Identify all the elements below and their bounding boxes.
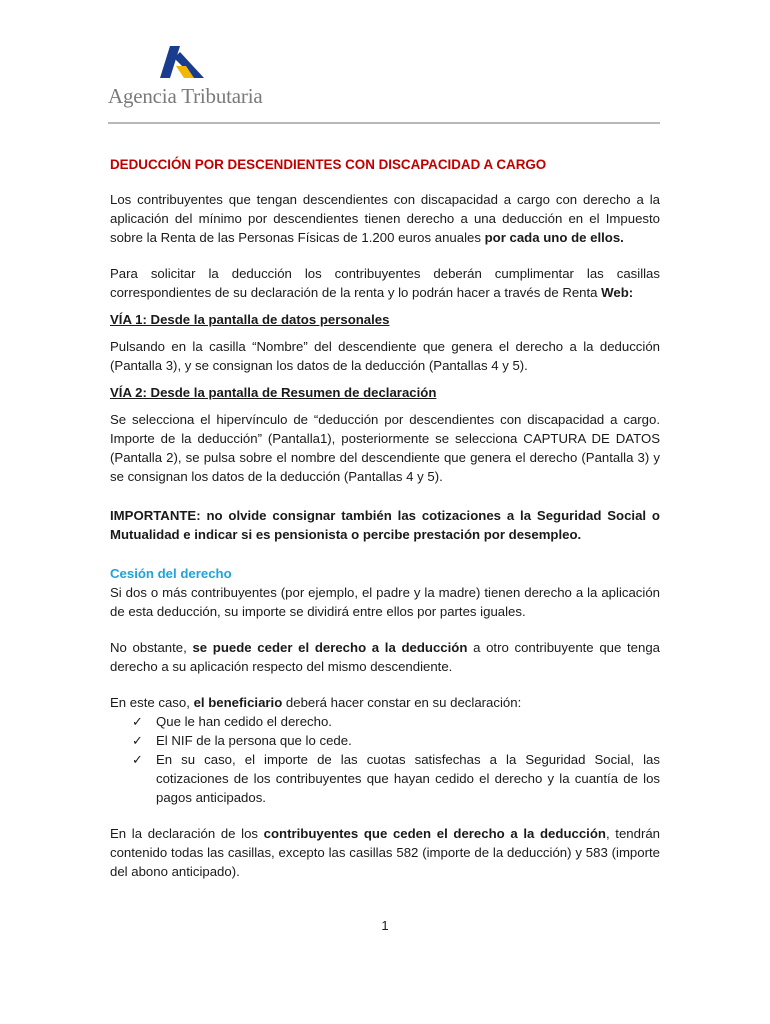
- agency-logo: [108, 44, 263, 114]
- document-body: [110, 155, 660, 881]
- checkmark-icon: ✓: [132, 752, 143, 767]
- via2-heading: VÍA 2: Desde la pantalla de Resumen de declaración: [110, 385, 437, 400]
- final-post: , tendrán contenido todas las casillas, excepto las casillas 582 (importe de la deducción) y 583 (importe del abono anticipado).: [110, 826, 661, 879]
- aeat-emblem-icon: [146, 44, 208, 80]
- intro-bold: por cada uno de ellos.: [484, 230, 624, 245]
- via1-paragraph: Pulsando en la casilla “Nombre” del descendiente que genera el derecho a la deducción (Pantalla 3), y se consignan los datos de la deducción (Pantallas 4 y 5).: [110, 339, 660, 373]
- list-item: [110, 712, 660, 731]
- intro-paragraph: [110, 190, 660, 247]
- checkmark-icon: ✓: [132, 733, 143, 748]
- final-pre: En la declaración de los: [110, 826, 264, 841]
- no-obstante-pre: No obstante,: [110, 640, 193, 655]
- logo-text: Agencia Tributaria: [108, 84, 263, 108]
- list-item: [110, 750, 660, 807]
- cesion-paragraph: Si dos o más contribuyentes (por ejemplo, el padre y la madre) tienen derecho a la aplicación de esta deducción, su importe se dividirá entre ellos por partes iguales.: [110, 585, 660, 619]
- request-text: Para solicitar la deducción los contribuyentes deberán cumplimentar las casillas correspondientes de su declaración de la renta y lo podrán hacer a través de Renta: [110, 266, 660, 300]
- requirements-list: [110, 712, 660, 807]
- no-obstante-paragraph: [110, 638, 660, 676]
- checkmark-icon: ✓: [132, 714, 143, 729]
- request-bold: Web:: [601, 285, 634, 300]
- list-item-text: El NIF de la persona que lo cede.: [156, 733, 352, 748]
- list-item: [110, 731, 660, 750]
- beneficiario-post: deberá hacer constar en su declaración:: [282, 695, 522, 710]
- list-item-text: Que le han cedido el derecho.: [156, 714, 332, 729]
- beneficiario-paragraph: [110, 693, 660, 712]
- request-paragraph: [110, 264, 660, 302]
- final-paragraph: [110, 824, 660, 881]
- intro-text: Los contribuyentes que tengan descendientes con discapacidad a cargo con derecho a la aplicación del mínimo por descendientes tienen derecho a una deducción en el Impuesto sobre la Renta de las Personas Físicas de 1.200 euros anuales: [110, 192, 660, 245]
- page-number: 1: [381, 918, 389, 933]
- header-divider: [108, 122, 660, 124]
- beneficiario-pre: En este caso,: [110, 695, 194, 710]
- no-obstante-bold: se puede ceder el derecho a la deducción: [192, 640, 468, 655]
- beneficiario-bold: el beneficiario: [193, 695, 283, 710]
- via1-heading: VÍA 1: Desde la pantalla de datos personales: [110, 312, 390, 327]
- important-note: IMPORTANTE: no olvide consignar también las cotizaciones a la Seguridad Social o Mutualidad e indicar si es pensionista o percibe prestación por desempleo.: [110, 508, 660, 542]
- cesion-heading: Cesión del derecho: [110, 566, 232, 581]
- list-item-text: En su caso, el importe de las cuotas satisfechas a la Seguridad Social, las cotizaciones de los contribuyentes que hayan cedido el derecho y la cuantía de los pagos anticipados.: [156, 752, 660, 805]
- via2-paragraph: Se selecciona el hipervínculo de “deducción por descendientes con discapacidad a cargo. Importe de la deducción” (Pantalla1), posteriormente se selecciona CAPTURA DE DATOS (Pantalla 2), se pulsa sobre el nombre del descendiente que genera el derecho (Pantalla 3) y se consignan los datos de la deducción (Pantallas 4 y 5).: [110, 412, 660, 484]
- final-bold: contribuyentes que ceden el derecho a la deducción: [263, 826, 606, 841]
- no-obstante-post: a otro contribuyente que tenga derecho a su aplicación respecto del mismo descendiente.: [110, 640, 660, 674]
- document-title: DEDUCCIÓN POR DESCENDIENTES CON DISCAPACIDAD A CARGO: [110, 157, 547, 172]
